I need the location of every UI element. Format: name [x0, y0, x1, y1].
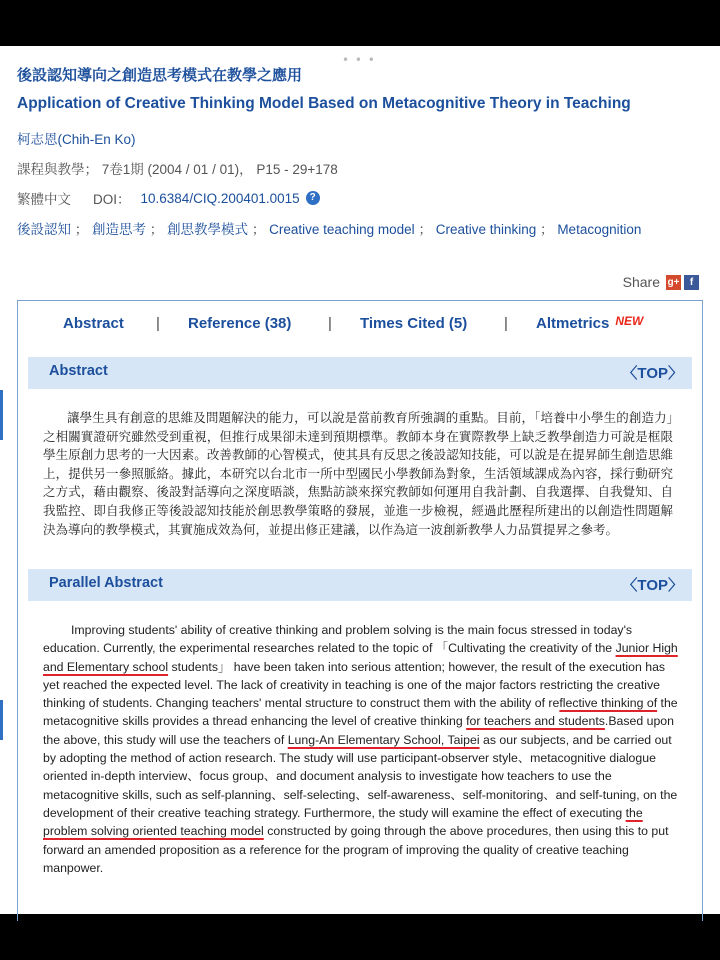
google-plus-icon[interactable]: g+ [667, 276, 680, 288]
tab-altmetrics[interactable] [536, 315, 643, 332]
keyword-separator: ； [251, 222, 266, 237]
tab-separator: | [328, 315, 332, 332]
keyword-link[interactable]: Creative thinking [435, 222, 537, 237]
abstract-en-fragment: Improving students' ability of creative thinking and problem solving is the main focus stressed in today's education. Currently, the experimental researches related to the topic of 「Cultivating the creativity of the [43, 623, 633, 656]
language-label: 繁體中文 [17, 192, 71, 207]
tab-separator: | [504, 315, 508, 332]
abstract-section-header [28, 357, 692, 389]
keyword-link[interactable]: 創造思考 [92, 222, 147, 237]
abstract-en-fragment: the metacognitive skills provides a thread enhancing the level of creative thinking [43, 696, 678, 729]
tab-times-cited[interactable]: Times Cited (5) [360, 315, 468, 332]
tab-abstract[interactable]: Abstract [63, 315, 124, 332]
highlighted-phrase: Lung-An Elementary School, Taipei [287, 732, 480, 747]
tab-separator: | [156, 315, 160, 332]
keyword-link[interactable]: 創思教學模式 [167, 222, 249, 237]
share-label: Share [622, 274, 660, 290]
highlighted-phrase: for teachers and students [466, 714, 605, 729]
keyword-list [17, 218, 641, 238]
top-link[interactable]: 〈TOP〉 [622, 577, 683, 594]
parallel-abstract-header [28, 569, 692, 601]
top-link[interactable]: 〈TOP〉 [622, 365, 683, 382]
keyword-link[interactable]: Creative teaching model [269, 222, 415, 237]
abstract-panel [17, 300, 703, 921]
scroll-edge-marker [0, 700, 3, 740]
doi-label: DOI： [93, 192, 131, 207]
highlighted-phrase: Junior High and Elementary school [43, 641, 678, 674]
keyword-separator: ； [74, 222, 89, 237]
tab-altmetrics-label: Altmetrics [536, 315, 610, 332]
facebook-icon[interactable]: f [684, 275, 699, 290]
abstract-en-fragment: .Based upon the above, this study will use the teachers of [43, 714, 674, 747]
scroll-edge-marker [0, 390, 3, 440]
abstract-section-title: Abstract [49, 363, 108, 379]
highlighted-phrase: flective thinking of [559, 696, 658, 711]
article-title-zh: 後設認知導向之創造思考模式在教學之應用 [17, 66, 303, 84]
abstract-en-fragment: constructed by going through the above procedures, then using this to put forward an amended proposition as a reference for the program of improving the quality of creative teaching manpower. [43, 824, 669, 875]
abstract-en-fragment: students」 have been taken into serious attention; however, the result of the execution has yet reached the expected level. The lack of creativity in teaching is one of the major factors restricting the creative thinking of students. Changing teachers' mental structure to construct them with the ability of re [43, 659, 666, 711]
abstract-zh-text: 讓學生具有創意的思維及問題解決的能力，可以說是當前教育所強調的重點。目前，「培養中小學生的創造力」之相關實證研究雖然受到重視，但推行成果卻未達到預期標準。教師本身在實際教學上缺乏教學創造力可說是框限學生原創力思考的一大因素。改善教師的心智模式，使其具有反思之後設認知技能，可以說是在提昇師生創造思維上，提供另一參照脈絡。據此，本研究以台北市一所中型國民小學教師為對象，生活領域課成為內容，採行動研究之方式，藉由觀察、後設對話導向之深度晤談，焦點訪談來探究教師如何運用自我計劃、自我選擇、自我覺知、自我監控、即自我修正等後設認知技能於創思教學策略的發展，並進一步檢視，經過此歷程所建出的以創造性問題解決為導向的教學模式，其實施成效為何，並提出修正建議，以作為這一波創新教學人力品質提昇之參考。 [43, 410, 673, 537]
new-badge: NEW [615, 314, 644, 328]
question-circle-icon[interactable]: ? [306, 191, 320, 205]
drag-handle-icon[interactable]: • • • [342, 53, 376, 67]
parallel-abstract-title: Parallel Abstract [49, 575, 163, 591]
author-link[interactable]: 柯志恩(Chih-En Ko) [17, 132, 136, 147]
keyword-separator: ； [149, 222, 164, 237]
citation-info: 課程與教學； 7卷1期 (2004 / 01 / 01)， P15 - 29+178 [17, 162, 338, 177]
doi-link[interactable]: 10.6384/CIQ.200401.0015 [140, 190, 300, 206]
abstract-en-text [43, 621, 683, 877]
keyword-separator: ； [540, 222, 554, 237]
article-title-en: Application of Creative Thinking Model Based on Metacognitive Theory in Teaching [17, 95, 631, 112]
abstract-en-fragment: as our subjects, and be carried out by adopting the method of action research. The study will use participant-observer style、metacognitive dialogue oriented in-depth interview、focus group、and document analysis to investigate how teachers to use the metacognitive skills, such as self-planning、self-selecting、self-awareness、self-monitoring、and self-tuning, on the development of their creative teaching strategy. Furthermore, the study will examine the effect of executing [43, 732, 678, 820]
keyword-link[interactable]: 後設認知 [17, 222, 71, 237]
tab-reference[interactable]: Reference (38) [188, 315, 292, 332]
keyword-link[interactable]: Metacognition [557, 222, 642, 237]
meta-row [17, 188, 320, 208]
highlighted-phrase: the problem solving oriented teaching model [43, 805, 643, 839]
share-bar [623, 274, 699, 290]
keyword-separator: ； [418, 222, 432, 237]
